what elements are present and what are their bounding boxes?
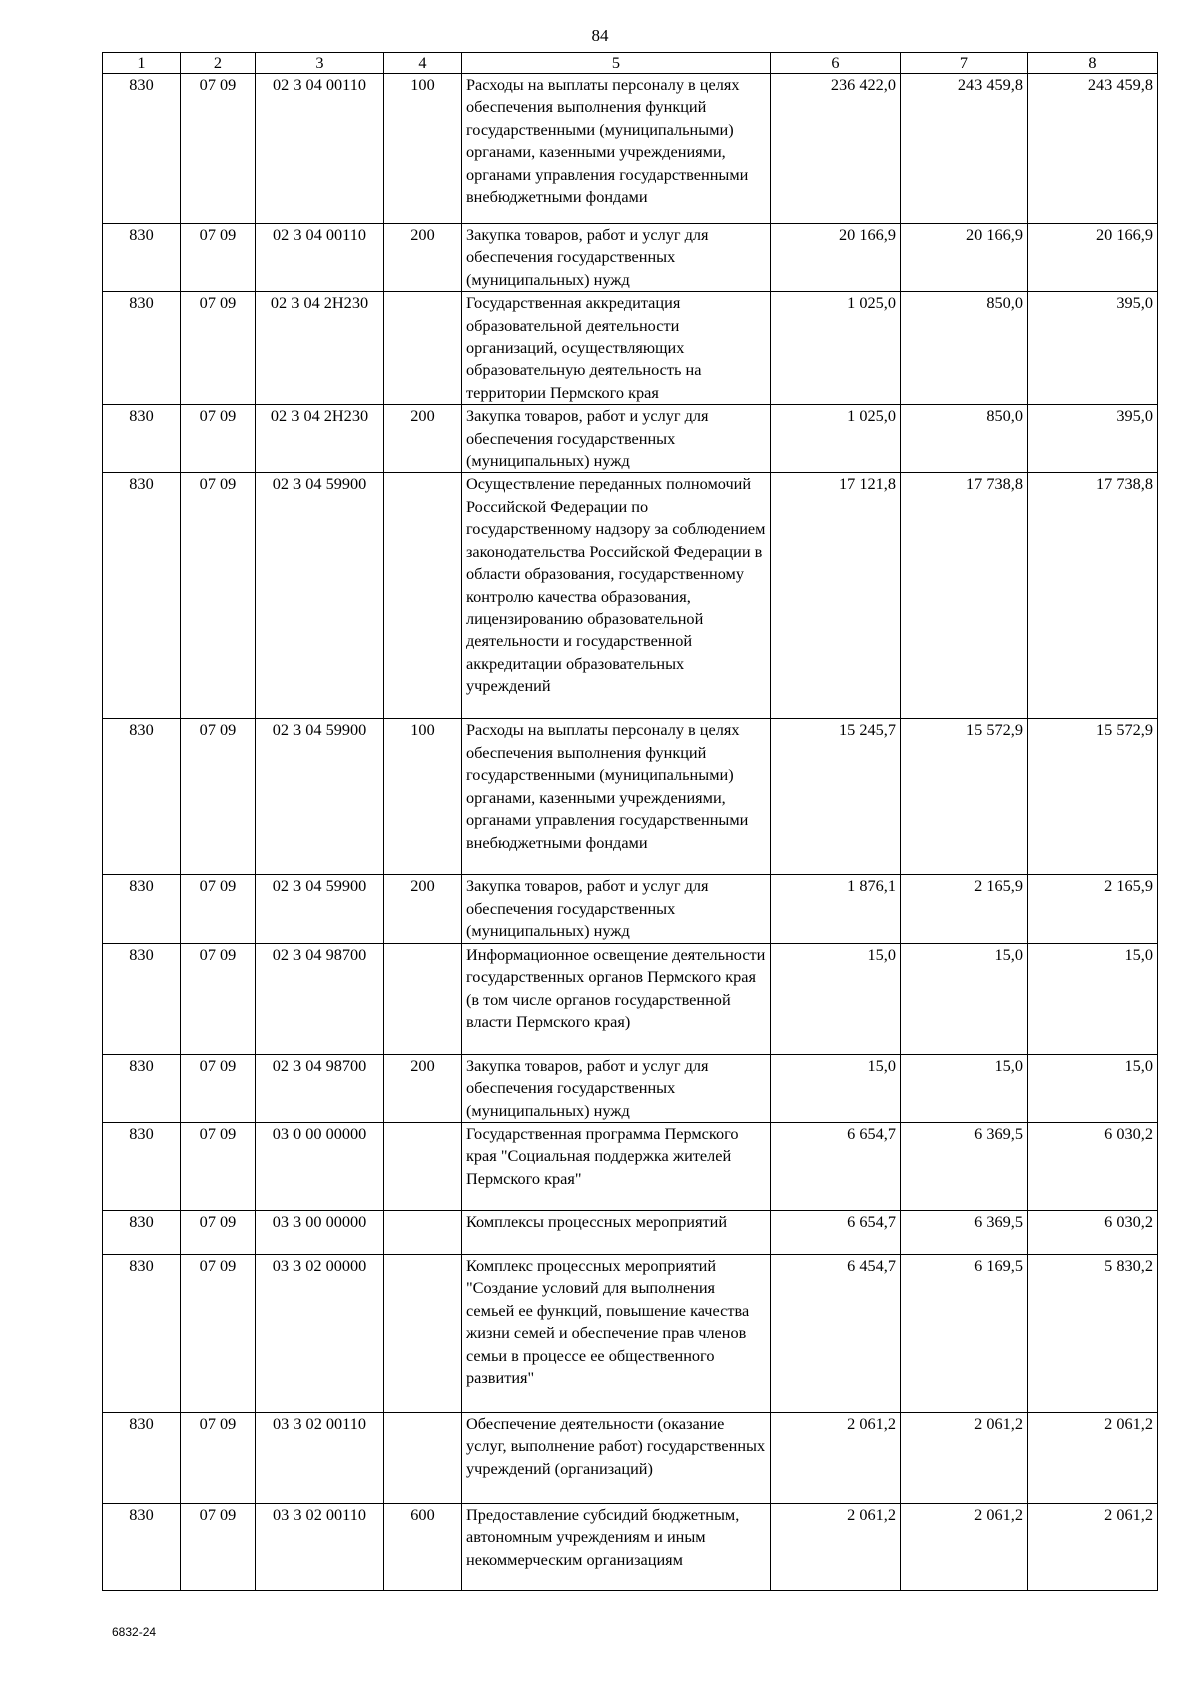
amount-year1-cell: 15 245,7: [771, 719, 901, 875]
admin-code-cell: 830: [103, 1210, 181, 1254]
header-cell: 2: [181, 53, 256, 74]
amount-year1-cell: 1 025,0: [771, 405, 901, 473]
amount-year2-cell: 6 369,5: [901, 1210, 1028, 1254]
description-cell: Комплексы процессных мероприятий: [462, 1210, 771, 1254]
amount-year2-cell: 15,0: [901, 943, 1028, 1054]
amount-year2-cell: 2 165,9: [901, 875, 1028, 943]
amount-year1-cell: 17 121,8: [771, 473, 901, 719]
header-cell: 5: [462, 53, 771, 74]
section-code-cell: 07 09: [181, 943, 256, 1054]
description-cell: Комплекс процессных мероприятий "Создание условий для выполнения семьей ее функций, повышение качества жизни семей и обеспечение прав членов семьи в процессе ее общественного развития": [462, 1254, 771, 1412]
admin-code-cell: 830: [103, 473, 181, 719]
amount-year3-cell: 2 165,9: [1028, 875, 1158, 943]
amount-year1-cell: 15,0: [771, 943, 901, 1054]
section-code-cell: 07 09: [181, 405, 256, 473]
amount-year3-cell: 15 572,9: [1028, 719, 1158, 875]
description-cell: Закупка товаров, работ и услуг для обеспечения государственных (муниципальных) нужд: [462, 875, 771, 943]
section-code-cell: 07 09: [181, 1254, 256, 1412]
expense-type-cell: [384, 1122, 462, 1210]
amount-year1-cell: 236 422,0: [771, 74, 901, 224]
amount-year1-cell: 6 654,7: [771, 1122, 901, 1210]
amount-year2-cell: 243 459,8: [901, 74, 1028, 224]
expense-type-cell: 600: [384, 1503, 462, 1590]
description-cell: Информационное освещение деятельности государственных органов Пермского края (в том числе органов государственной власти Пермского края): [462, 943, 771, 1054]
description-cell: Государственная программа Пермского края "Социальная поддержка жителей Пермского края": [462, 1122, 771, 1210]
target-item-cell: 02 3 04 98700: [256, 943, 384, 1054]
section-code-cell: 07 09: [181, 719, 256, 875]
section-code-cell: 07 09: [181, 875, 256, 943]
section-code-cell: 07 09: [181, 74, 256, 224]
amount-year2-cell: 6 369,5: [901, 1122, 1028, 1210]
amount-year3-cell: 2 061,2: [1028, 1503, 1158, 1590]
target-item-cell: 03 3 02 00110: [256, 1412, 384, 1503]
table-row: [103, 74, 1158, 224]
amount-year2-cell: 15 572,9: [901, 719, 1028, 875]
header-cell: 1: [103, 53, 181, 74]
table-row: [103, 1254, 1158, 1412]
expense-type-cell: [384, 1210, 462, 1254]
header-cell: 4: [384, 53, 462, 74]
admin-code-cell: 830: [103, 405, 181, 473]
amount-year1-cell: 6 654,7: [771, 1210, 901, 1254]
target-item-cell: 02 3 04 2Н230: [256, 292, 384, 405]
admin-code-cell: 830: [103, 1254, 181, 1412]
table-row: [103, 405, 1158, 473]
amount-year2-cell: 850,0: [901, 405, 1028, 473]
expense-type-cell: [384, 473, 462, 719]
description-cell: Закупка товаров, работ и услуг для обеспечения государственных (муниципальных) нужд: [462, 224, 771, 292]
amount-year3-cell: 20 166,9: [1028, 224, 1158, 292]
admin-code-cell: 830: [103, 719, 181, 875]
header-cell: 8: [1028, 53, 1158, 74]
header-cell: 6: [771, 53, 901, 74]
target-item-cell: 03 3 00 00000: [256, 1210, 384, 1254]
expense-type-cell: 200: [384, 875, 462, 943]
admin-code-cell: 830: [103, 292, 181, 405]
section-code-cell: 07 09: [181, 1122, 256, 1210]
amount-year3-cell: 15,0: [1028, 943, 1158, 1054]
expense-type-cell: 200: [384, 224, 462, 292]
expense-type-cell: 200: [384, 405, 462, 473]
section-code-cell: 07 09: [181, 1503, 256, 1590]
description-cell: Предоставление субсидий бюджетным, автономным учреждениям и иным некоммерческим организациям: [462, 1503, 771, 1590]
expense-type-cell: 200: [384, 1054, 462, 1122]
amount-year2-cell: 17 738,8: [901, 473, 1028, 719]
amount-year1-cell: 2 061,2: [771, 1503, 901, 1590]
expense-type-cell: [384, 1254, 462, 1412]
amount-year3-cell: 17 738,8: [1028, 473, 1158, 719]
target-item-cell: 02 3 04 59900: [256, 719, 384, 875]
description-cell: Государственная аккредитация образовательной деятельности организаций, осуществляющих образовательную деятельность на территории Пермского края: [462, 292, 771, 405]
expense-type-cell: [384, 943, 462, 1054]
admin-code-cell: 830: [103, 943, 181, 1054]
table-row: [103, 224, 1158, 292]
table-row: [103, 1054, 1158, 1122]
expense-type-cell: 100: [384, 74, 462, 224]
amount-year2-cell: 2 061,2: [901, 1412, 1028, 1503]
section-code-cell: 07 09: [181, 1054, 256, 1122]
table-row: [103, 1210, 1158, 1254]
amount-year3-cell: 395,0: [1028, 292, 1158, 405]
amount-year2-cell: 20 166,9: [901, 224, 1028, 292]
table-row: [103, 719, 1158, 875]
amount-year2-cell: 2 061,2: [901, 1503, 1028, 1590]
header-cell: 7: [901, 53, 1028, 74]
target-item-cell: 02 3 04 2Н230: [256, 405, 384, 473]
admin-code-cell: 830: [103, 74, 181, 224]
target-item-cell: 03 3 02 00110: [256, 1503, 384, 1590]
description-cell: Закупка товаров, работ и услуг для обеспечения государственных (муниципальных) нужд: [462, 1054, 771, 1122]
table-row: [103, 1503, 1158, 1590]
amount-year3-cell: 5 830,2: [1028, 1254, 1158, 1412]
table-row: [103, 943, 1158, 1054]
description-cell: Осуществление переданных полномочий Российской Федерации по государственному надзору за соблюдением законодательства Российской Федерации в области образования, государственному контролю качества образования, лицензированию образовательной деятельности и государственной аккредитации образовательных учреждений: [462, 473, 771, 719]
table-row: [103, 292, 1158, 405]
amount-year1-cell: 6 454,7: [771, 1254, 901, 1412]
expense-type-cell: [384, 1412, 462, 1503]
header-row: [103, 53, 1158, 74]
target-item-cell: 02 3 04 98700: [256, 1054, 384, 1122]
amount-year1-cell: 1 025,0: [771, 292, 901, 405]
amount-year3-cell: 395,0: [1028, 405, 1158, 473]
amount-year2-cell: 850,0: [901, 292, 1028, 405]
admin-code-cell: 830: [103, 875, 181, 943]
document-code: 6832-24: [112, 1625, 157, 1639]
target-item-cell: 02 3 04 00110: [256, 74, 384, 224]
table-row: [103, 473, 1158, 719]
table-row: [103, 875, 1158, 943]
target-item-cell: 03 0 00 00000: [256, 1122, 384, 1210]
expense-type-cell: [384, 292, 462, 405]
section-code-cell: 07 09: [181, 224, 256, 292]
amount-year1-cell: 20 166,9: [771, 224, 901, 292]
target-item-cell: 02 3 04 59900: [256, 875, 384, 943]
section-code-cell: 07 09: [181, 292, 256, 405]
description-cell: Расходы на выплаты персоналу в целях обеспечения выполнения функций государственными (муниципальными) органами, казенными учреждениями, органами управления государственными внебюджетными фондами: [462, 719, 771, 875]
table-row: [103, 1412, 1158, 1503]
header-cell: 3: [256, 53, 384, 74]
page-number: 84: [591, 26, 609, 45]
target-item-cell: 02 3 04 59900: [256, 473, 384, 719]
amount-year2-cell: 6 169,5: [901, 1254, 1028, 1412]
section-code-cell: 07 09: [181, 1210, 256, 1254]
description-cell: Закупка товаров, работ и услуг для обеспечения государственных (муниципальных) нужд: [462, 405, 771, 473]
admin-code-cell: 830: [103, 1503, 181, 1590]
section-code-cell: 07 09: [181, 473, 256, 719]
budget-table: [102, 52, 1158, 1591]
amount-year3-cell: 2 061,2: [1028, 1412, 1158, 1503]
admin-code-cell: 830: [103, 1054, 181, 1122]
target-item-cell: 03 3 02 00000: [256, 1254, 384, 1412]
amount-year2-cell: 15,0: [901, 1054, 1028, 1122]
admin-code-cell: 830: [103, 224, 181, 292]
amount-year1-cell: 2 061,2: [771, 1412, 901, 1503]
amount-year1-cell: 1 876,1: [771, 875, 901, 943]
admin-code-cell: 830: [103, 1122, 181, 1210]
amount-year3-cell: 15,0: [1028, 1054, 1158, 1122]
section-code-cell: 07 09: [181, 1412, 256, 1503]
table-row: [103, 1122, 1158, 1210]
description-cell: Расходы на выплаты персоналу в целях обеспечения выполнения функций государственными (муниципальными) органами, казенными учреждениями, органами управления государственными внебюджетными фондами: [462, 74, 771, 224]
description-cell: Обеспечение деятельности (оказание услуг, выполнение работ) государственных учреждений (организаций): [462, 1412, 771, 1503]
amount-year3-cell: 6 030,2: [1028, 1122, 1158, 1210]
admin-code-cell: 830: [103, 1412, 181, 1503]
amount-year3-cell: 243 459,8: [1028, 74, 1158, 224]
amount-year3-cell: 6 030,2: [1028, 1210, 1158, 1254]
amount-year1-cell: 15,0: [771, 1054, 901, 1122]
expense-type-cell: 100: [384, 719, 462, 875]
target-item-cell: 02 3 04 00110: [256, 224, 384, 292]
